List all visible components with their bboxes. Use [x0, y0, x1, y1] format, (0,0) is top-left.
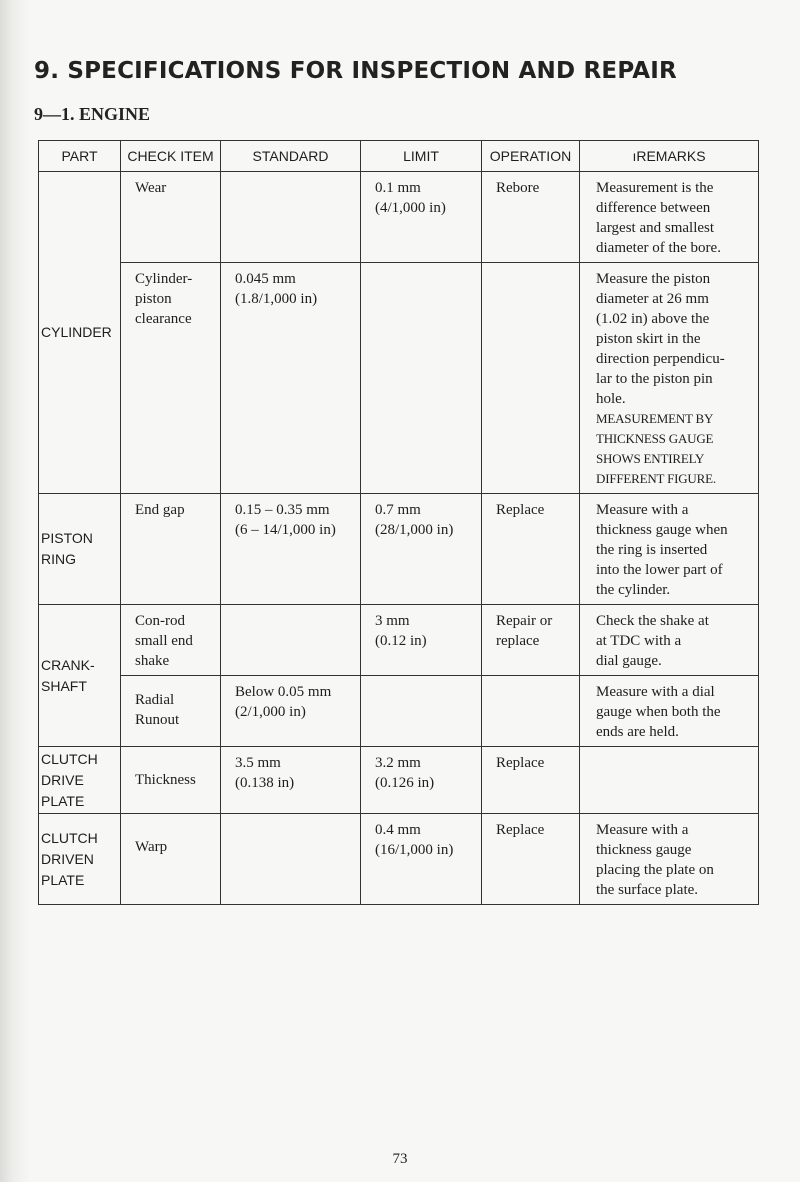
cell-text-line: (16/1,000 in) — [375, 842, 454, 858]
cell-text-line: CLUTCH — [41, 750, 98, 767]
cell-remarks — [580, 747, 759, 814]
cell-standard — [221, 747, 361, 814]
cell-text-line: (0.138 in) — [235, 775, 295, 791]
cell-text-line: Measure the piston — [596, 271, 711, 287]
cell-text-line: Measure with a — [596, 502, 689, 518]
cell-text-line: at TDC with a — [596, 633, 682, 649]
cell-text-line: the surface plate. — [596, 882, 699, 898]
table-header-row — [39, 141, 759, 172]
cell-text-line: Measurement is the — [596, 180, 714, 196]
cell-text-line: PLATE — [41, 792, 85, 809]
cell-text-line: difference between — [596, 200, 711, 216]
cell-text-line: Replace — [496, 755, 545, 771]
cell-text-line: Below 0.05 mm — [235, 684, 332, 700]
cell-limit — [361, 263, 482, 494]
cell-text-line: placing the plate on — [596, 862, 714, 878]
cell-text-line: CLUTCH — [41, 829, 98, 846]
cell-text-line: Wear — [135, 180, 167, 196]
cell-text-line: End gap — [135, 502, 185, 518]
cell-text-line: (0.126 in) — [375, 775, 435, 791]
cell-standard — [221, 172, 361, 263]
header-standard: STANDARD — [221, 141, 361, 172]
cell-limit — [361, 494, 482, 605]
table-row-cylinder-wear — [39, 172, 759, 263]
cell-text-line: dial gauge. — [596, 653, 662, 669]
cell-operation — [482, 605, 580, 676]
table-row-clutch-driven-plate — [39, 814, 759, 905]
cell-text-line: CYLINDER — [41, 324, 112, 340]
header-limit: LIMIT — [361, 141, 482, 172]
cell-text-line: the ring is inserted — [596, 542, 708, 558]
cell-text-line: 3 mm — [375, 613, 410, 629]
cell-text-line: 0.15 – 0.35 mm — [235, 502, 330, 518]
cell-part-clutch-driven-plate — [39, 814, 121, 905]
cell-operation — [482, 747, 580, 814]
cell-text-line: Cylinder- — [135, 271, 193, 287]
cell-text-line: ends are held. — [596, 724, 679, 740]
cell-remarks — [580, 494, 759, 605]
cell-limit — [361, 605, 482, 676]
cell-text-line: 0.045 mm — [235, 271, 296, 287]
cell-text-line: (6 – 14/1,000 in) — [235, 522, 336, 538]
page-edge-shading — [0, 0, 30, 1182]
page-number: 73 — [392, 1151, 408, 1167]
header-remarks: ıREMARKS — [580, 141, 759, 172]
cell-text-line: Check the shake at — [596, 613, 709, 629]
cell-text-line: RING — [41, 551, 76, 567]
cell-check-item — [121, 605, 221, 676]
cell-limit — [361, 172, 482, 263]
cell-part-crankshaft — [39, 605, 121, 747]
cell-text-line: hole. — [596, 391, 626, 407]
cell-text-line: SHAFT — [41, 677, 87, 694]
cell-check-item — [121, 494, 221, 605]
cell-text-line: Measure with a dial — [596, 684, 715, 700]
cell-text-line: Con-rod — [135, 613, 185, 629]
cell-standard — [221, 263, 361, 494]
cell-part-piston-ring — [39, 494, 121, 605]
cell-text-line: THICKNESS GAUGE — [596, 431, 714, 446]
cell-text-line: Repair or — [496, 613, 553, 629]
cell-check-item — [121, 172, 221, 263]
cell-text-line: 3.2 mm — [375, 755, 421, 771]
cell-part-clutch-drive-plate — [39, 747, 121, 814]
cell-text-line: diameter of the bore. — [596, 240, 721, 256]
cell-text-line: shake — [135, 653, 170, 669]
cell-remarks — [580, 814, 759, 905]
cell-text-line: Replace — [496, 822, 545, 838]
cell-check-item — [121, 676, 221, 747]
cell-remarks — [580, 263, 759, 494]
cell-text-line: Measure with a — [596, 822, 689, 838]
cell-text-line: replace — [496, 633, 540, 649]
cell-text-line: CRANK- — [41, 656, 95, 673]
cell-text-line: (0.12 in) — [375, 633, 427, 649]
cell-text-line: SHOWS ENTIRELY — [596, 451, 705, 466]
cell-text-line: Rebore — [496, 180, 540, 196]
cell-text-line: direction perpendicu- — [596, 351, 725, 367]
cell-standard — [221, 814, 361, 905]
cell-check-item — [121, 814, 221, 905]
cell-text-line: lar to the piston pin — [596, 371, 713, 387]
table-row-crankshaft-runout — [39, 676, 759, 747]
cell-check-item — [121, 263, 221, 494]
cell-text-line: into the lower part of — [596, 562, 723, 578]
cell-standard — [221, 605, 361, 676]
cell-operation — [482, 676, 580, 747]
cell-text-line: (4/1,000 in) — [375, 200, 446, 216]
cell-operation — [482, 172, 580, 263]
cell-remarks — [580, 676, 759, 747]
cell-text-line: piston skirt in the — [596, 331, 701, 347]
cell-limit — [361, 747, 482, 814]
header-check-item: CHECK ITEM — [121, 141, 221, 172]
cell-text-line: (2/1,000 in) — [235, 704, 306, 720]
cell-text-line: piston — [135, 291, 172, 307]
table-row-piston-ring — [39, 494, 759, 605]
cell-text-line: (1.8/1,000 in) — [235, 291, 318, 307]
cell-limit — [361, 676, 482, 747]
table-row-crankshaft-small-end — [39, 605, 759, 676]
section-title: 9. SPECIFICATIONS FOR INSPECTION AND REPAIR — [34, 58, 677, 84]
cell-text-line: Warp — [135, 839, 168, 855]
cell-text-line: Replace — [496, 502, 545, 518]
cell-text-line: PLATE — [41, 871, 85, 888]
cell-text-line: Radial — [135, 692, 175, 708]
cell-text-line: thickness gauge — [596, 842, 692, 858]
cell-text-line: thickness gauge when — [596, 522, 728, 538]
cell-check-item — [121, 747, 221, 814]
cell-standard — [221, 676, 361, 747]
cell-operation — [482, 263, 580, 494]
subsection-title: 9—1. ENGINE — [34, 104, 151, 124]
cell-standard — [221, 494, 361, 605]
cell-text-line: Thickness — [135, 772, 196, 788]
cell-remarks — [580, 605, 759, 676]
cell-text-line: PISTON — [41, 530, 93, 546]
cell-text-line: diameter at 26 mm — [596, 291, 709, 307]
cell-text-line: (28/1,000 in) — [375, 522, 454, 538]
cell-text-line: largest and smallest — [596, 220, 715, 236]
table-row-clutch-drive-plate — [39, 747, 759, 814]
spec-table — [38, 140, 759, 905]
cell-text-line: MEASUREMENT BY — [596, 411, 714, 426]
cell-text-line: 0.7 mm — [375, 502, 421, 518]
cell-text-line: DRIVEN — [41, 850, 94, 867]
cell-text-line: clearance — [135, 311, 192, 327]
cell-text-line: DIFFERENT FIGURE. — [596, 471, 716, 486]
cell-text-line: 0.1 mm — [375, 180, 421, 196]
cell-operation — [482, 494, 580, 605]
cell-text-line: DRIVE — [41, 771, 84, 788]
cell-part-cylinder — [39, 172, 121, 494]
cell-text-line: gauge when both the — [596, 704, 721, 720]
cell-remarks — [580, 172, 759, 263]
cell-text-line: 3.5 mm — [235, 755, 281, 771]
cell-text-line: small end — [135, 633, 193, 649]
cell-operation — [482, 814, 580, 905]
cell-limit — [361, 814, 482, 905]
table-row-cylinder-clearance — [39, 263, 759, 494]
cell-text-line: Runout — [135, 712, 180, 728]
header-part: PART — [39, 141, 121, 172]
cell-text-line: the cylinder. — [596, 582, 671, 598]
cell-text-line: (1.02 in) above the — [596, 311, 710, 327]
header-operation: OPERATION — [482, 141, 580, 172]
cell-text-line: 0.4 mm — [375, 822, 421, 838]
